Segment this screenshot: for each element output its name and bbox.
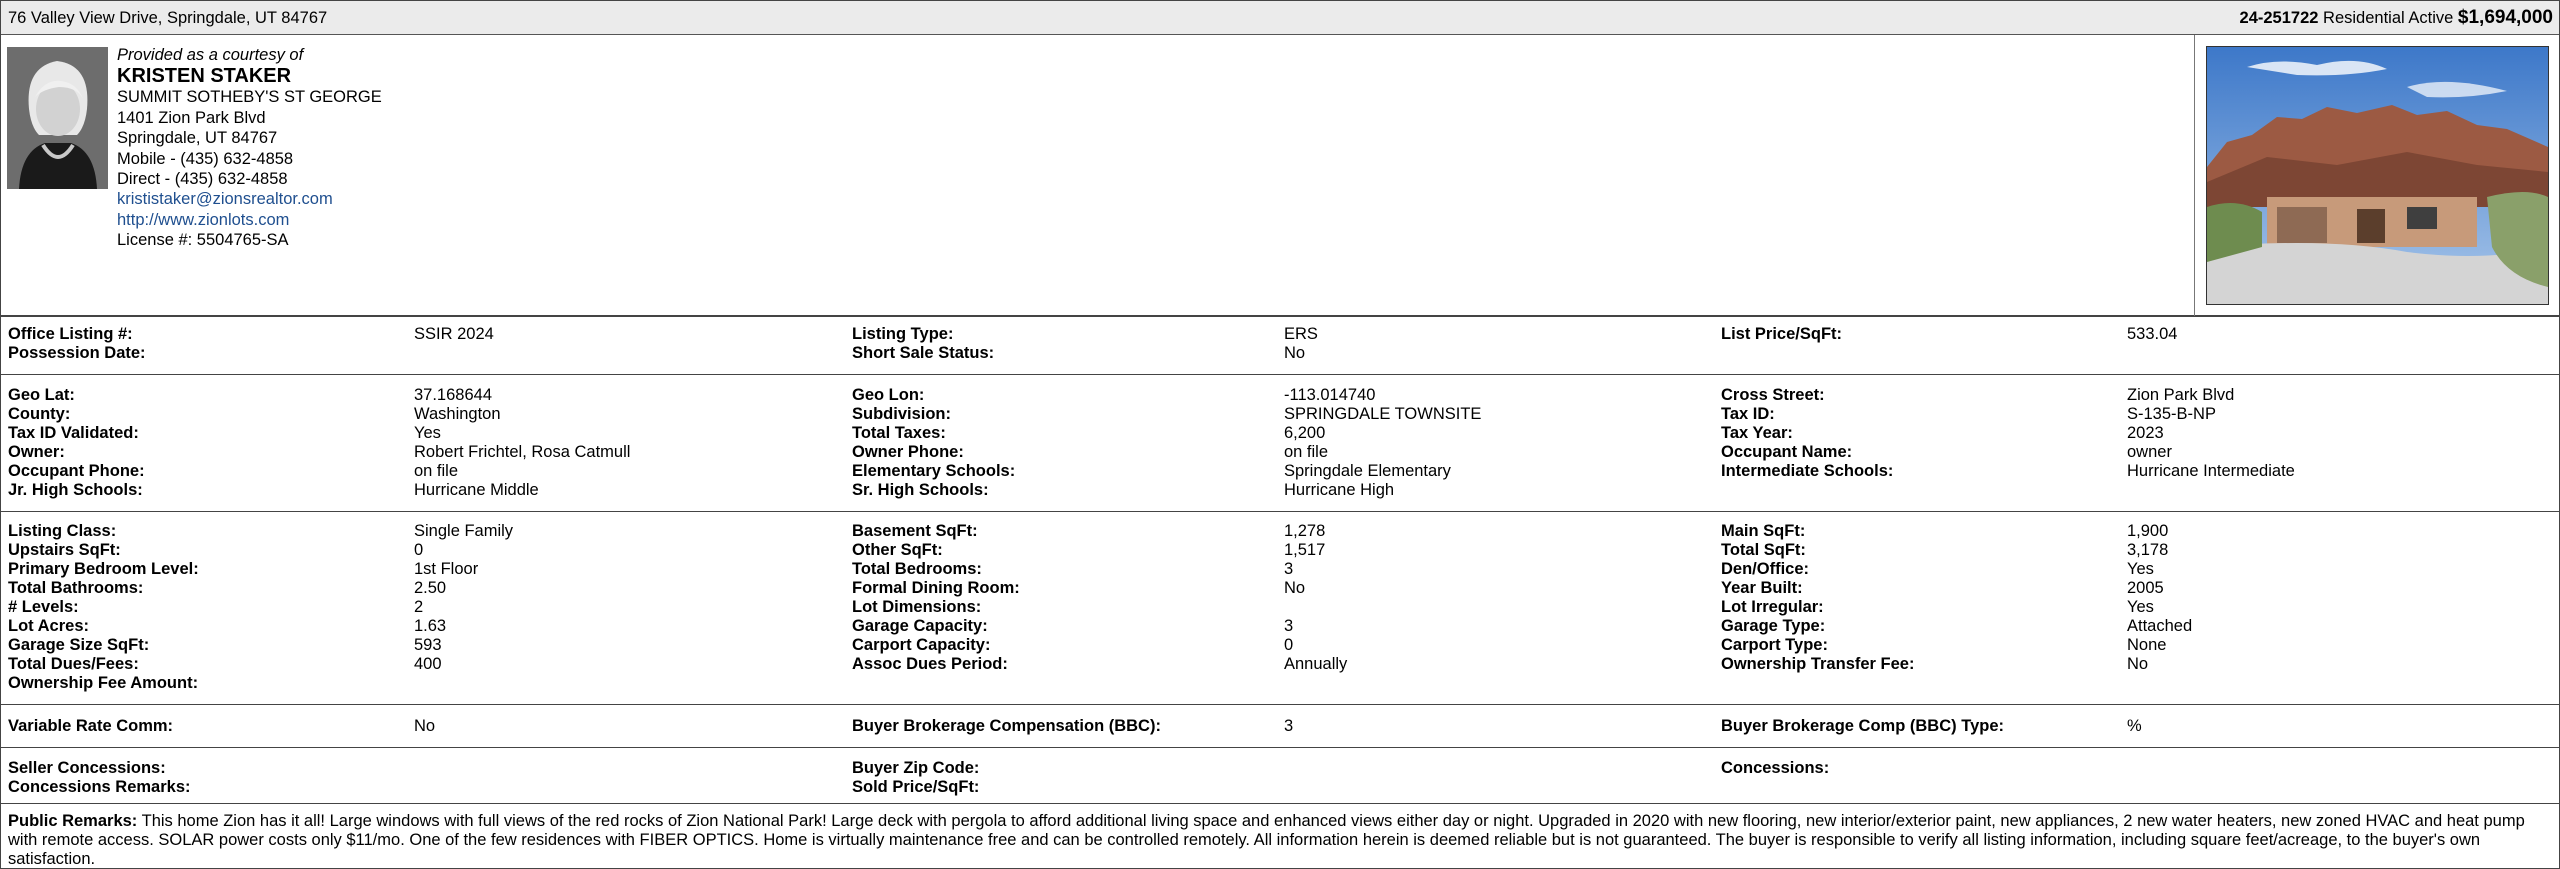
table-row bbox=[1, 424, 2559, 443]
field-value: None bbox=[2127, 636, 2167, 654]
field-value: on file bbox=[1284, 443, 1329, 461]
field-value: 3,178 bbox=[2127, 541, 2169, 559]
remarks-text: This home Zion has it all! Large windows with full views of the red rocks of Zion National Park! Large deck with pergola to afford additional living space and enhanced views either day or night. Upgraded in 2020 with new flooring, new interior/exterior paint, new appliances, 2 new water heaters, new zoned HVAC and heat pump with remote access. SOLAR power costs only $11/mo. One of the few residences with FIBER OPTICS. Home is virtually maintenance free and can be controlled remotely. All information herein is deemed reliable but is not guaranteed. The buyer is responsible to verify all listing information, including square feet/acreage, to the buyer's own satisfaction. bbox=[8, 812, 2525, 868]
mls-number: 24-251722 bbox=[2239, 9, 2319, 27]
field-label: Main SqFt: bbox=[1721, 522, 1806, 540]
field-value: No bbox=[1284, 579, 1306, 597]
field-value: SSIR 2024 bbox=[414, 325, 494, 343]
field-value: Springdale Elementary bbox=[1284, 462, 1451, 480]
field-label: Carport Capacity: bbox=[852, 636, 991, 654]
field-value: Washington bbox=[414, 405, 501, 423]
property-address: 76 Valley View Drive, Springdale, UT 84767 bbox=[8, 9, 328, 27]
field-label: Jr. High Schools: bbox=[8, 481, 143, 499]
field-label: Owner: bbox=[8, 443, 65, 461]
field-label: Lot Dimensions: bbox=[852, 598, 982, 616]
field-label: Buyer Zip Code: bbox=[852, 759, 980, 777]
field-label: Upstairs SqFt: bbox=[8, 541, 121, 559]
field-label: Office Listing #: bbox=[8, 325, 133, 343]
field-label: Assoc Dues Period: bbox=[852, 655, 1008, 673]
field-value: Annually bbox=[1284, 655, 1348, 673]
location-section bbox=[1, 375, 2559, 512]
agent-direct: Direct - (435) 632-4858 bbox=[117, 170, 288, 189]
public-remarks bbox=[8, 812, 2548, 869]
field-label: Sold Price/SqFt: bbox=[852, 778, 980, 796]
field-value: 37.168644 bbox=[414, 386, 492, 404]
listing-section bbox=[1, 317, 2559, 375]
listing-status: Active bbox=[2408, 9, 2454, 27]
field-label: Buyer Brokerage Comp (BBC) Type: bbox=[1721, 717, 2004, 735]
agent-city: Springdale, UT 84767 bbox=[117, 129, 278, 148]
field-label: Other SqFt: bbox=[852, 541, 943, 559]
top-bar bbox=[1, 1, 2559, 35]
field-label: Listing Class: bbox=[8, 522, 117, 540]
agent-block bbox=[1, 35, 2559, 317]
table-row bbox=[1, 522, 2559, 541]
table-row bbox=[1, 617, 2559, 636]
field-label: Variable Rate Comm: bbox=[8, 717, 174, 735]
field-label: Den/Office: bbox=[1721, 560, 1810, 578]
field-label: Cross Street: bbox=[1721, 386, 1825, 404]
vertical-divider bbox=[2194, 35, 2195, 316]
field-label: Buyer Brokerage Compensation (BBC): bbox=[852, 717, 1161, 735]
field-value: ERS bbox=[1284, 325, 1318, 343]
remarks-label: Public Remarks: bbox=[8, 812, 138, 830]
field-value: 3 bbox=[1284, 717, 1294, 735]
field-label: Ownership Fee Amount: bbox=[8, 674, 199, 692]
field-value: Yes bbox=[2127, 598, 2154, 616]
field-label: Total Bathrooms: bbox=[8, 579, 144, 597]
table-row bbox=[1, 462, 2559, 481]
field-value: No bbox=[2127, 655, 2149, 673]
listing-summary bbox=[2240, 7, 2553, 29]
agent-info bbox=[117, 45, 382, 251]
field-value: No bbox=[1284, 344, 1306, 362]
field-label: Carport Type: bbox=[1721, 636, 1828, 654]
table-row bbox=[1, 579, 2559, 598]
table-row bbox=[1, 598, 2559, 617]
table-row bbox=[1, 759, 2559, 778]
field-value: 0 bbox=[1284, 636, 1294, 654]
field-value: Hurricane Intermediate bbox=[2127, 462, 2295, 480]
concessions-section bbox=[1, 748, 2559, 804]
field-label: Formal Dining Room: bbox=[852, 579, 1020, 597]
field-label: Lot Irregular: bbox=[1721, 598, 1824, 616]
field-value: 3 bbox=[1284, 617, 1294, 635]
field-value: 1,278 bbox=[1284, 522, 1326, 540]
field-value: Single Family bbox=[414, 522, 514, 540]
agent-street: 1401 Zion Park Blvd bbox=[117, 108, 266, 127]
list-price: $1,694,000 bbox=[2457, 7, 2553, 28]
field-label: Seller Concessions: bbox=[8, 759, 166, 777]
agent-photo bbox=[7, 47, 108, 189]
field-value: 1.63 bbox=[414, 617, 447, 635]
courtesy-text: Provided as a courtesy of bbox=[117, 46, 304, 64]
table-row bbox=[1, 386, 2559, 405]
field-value: 1,900 bbox=[2127, 522, 2169, 540]
field-label: Primary Bedroom Level: bbox=[8, 560, 199, 578]
field-value: S-135-B-NP bbox=[2127, 405, 2216, 423]
field-label: # Levels: bbox=[8, 598, 79, 616]
field-label: Concessions: bbox=[1721, 759, 1830, 777]
features-section bbox=[1, 512, 2559, 705]
field-label: Geo Lon: bbox=[852, 386, 925, 404]
field-value: 0 bbox=[414, 541, 424, 559]
agent-mobile: Mobile - (435) 632-4858 bbox=[117, 149, 294, 168]
field-value: Yes bbox=[414, 424, 441, 442]
table-row bbox=[1, 655, 2559, 674]
field-value: 400 bbox=[414, 655, 442, 673]
agent-email-link[interactable]: krististaker@zionsrealtor.com bbox=[117, 190, 333, 209]
field-value: Zion Park Blvd bbox=[2127, 386, 2235, 404]
table-row bbox=[1, 560, 2559, 579]
table-row bbox=[1, 636, 2559, 655]
table-row bbox=[1, 344, 2559, 363]
field-value: -113.014740 bbox=[1284, 386, 1376, 404]
table-row bbox=[1, 443, 2559, 462]
field-label: County: bbox=[8, 405, 71, 423]
field-label: Concessions Remarks: bbox=[8, 778, 191, 796]
field-value: No bbox=[414, 717, 436, 735]
field-label: Short Sale Status: bbox=[852, 344, 995, 362]
compensation-section bbox=[1, 705, 2559, 748]
field-label: Total Dues/Fees: bbox=[8, 655, 139, 673]
field-value: 1st Floor bbox=[414, 560, 479, 578]
field-value: 2.50 bbox=[414, 579, 447, 597]
field-label: Elementary Schools: bbox=[852, 462, 1016, 480]
field-label: Sr. High Schools: bbox=[852, 481, 989, 499]
field-label: Garage Size SqFt: bbox=[8, 636, 150, 654]
field-value: SPRINGDALE TOWNSITE bbox=[1284, 405, 1482, 423]
table-row bbox=[1, 405, 2559, 424]
field-label: Total Bedrooms: bbox=[852, 560, 982, 578]
field-label: Occupant Phone: bbox=[8, 462, 145, 480]
table-row bbox=[1, 674, 2559, 693]
field-label: Basement SqFt: bbox=[852, 522, 978, 540]
field-label: Tax Year: bbox=[1721, 424, 1793, 442]
field-value: 533.04 bbox=[2127, 325, 2178, 343]
field-value: 2 bbox=[414, 598, 424, 616]
field-label: Owner Phone: bbox=[852, 443, 964, 461]
field-value: Hurricane Middle bbox=[414, 481, 539, 499]
field-value: Yes bbox=[2127, 560, 2154, 578]
field-label: Possession Date: bbox=[8, 344, 146, 362]
field-label: Subdivision: bbox=[852, 405, 951, 423]
field-label: List Price/SqFt: bbox=[1721, 325, 1843, 343]
agent-website-link[interactable]: http://www.zionlots.com bbox=[117, 210, 290, 229]
field-label: Listing Type: bbox=[852, 325, 954, 343]
field-label: Ownership Transfer Fee: bbox=[1721, 655, 1915, 673]
field-value: 2023 bbox=[2127, 424, 2164, 442]
field-value: 6,200 bbox=[1284, 424, 1326, 442]
field-label: Year Built: bbox=[1721, 579, 1803, 597]
table-row bbox=[1, 717, 2559, 736]
field-label: Lot Acres: bbox=[8, 617, 89, 635]
field-label: Tax ID Validated: bbox=[8, 424, 139, 442]
field-label: Geo Lat: bbox=[8, 386, 75, 404]
table-row bbox=[1, 325, 2559, 344]
field-label: Total SqFt: bbox=[1721, 541, 1806, 559]
agent-name: KRISTEN STAKER bbox=[117, 65, 292, 88]
field-label: Total Taxes: bbox=[852, 424, 946, 442]
field-label: Occupant Name: bbox=[1721, 443, 1853, 461]
field-value: 1,517 bbox=[1284, 541, 1326, 559]
field-label: Garage Type: bbox=[1721, 617, 1826, 635]
field-value: 3 bbox=[1284, 560, 1294, 578]
field-value: 593 bbox=[414, 636, 442, 654]
table-row bbox=[1, 541, 2559, 560]
field-label: Garage Capacity: bbox=[852, 617, 988, 635]
table-row bbox=[1, 481, 2559, 500]
field-label: Tax ID: bbox=[1721, 405, 1775, 423]
field-value: owner bbox=[2127, 443, 2172, 461]
field-value: % bbox=[2127, 717, 2142, 735]
table-row bbox=[1, 778, 2559, 797]
property-type: Residential bbox=[2323, 9, 2405, 27]
agent-office: SUMMIT SOTHEBY'S ST GEORGE bbox=[117, 88, 382, 107]
agent-license: License #: 5504765-SA bbox=[117, 231, 289, 250]
field-value: Hurricane High bbox=[1284, 481, 1395, 499]
field-value: Robert Frichtel, Rosa Catmull bbox=[414, 443, 631, 461]
field-value: on file bbox=[414, 462, 459, 480]
field-value: 2005 bbox=[2127, 579, 2164, 597]
property-photo bbox=[2206, 46, 2549, 305]
field-label: Intermediate Schools: bbox=[1721, 462, 1894, 480]
field-value: Attached bbox=[2127, 617, 2193, 635]
